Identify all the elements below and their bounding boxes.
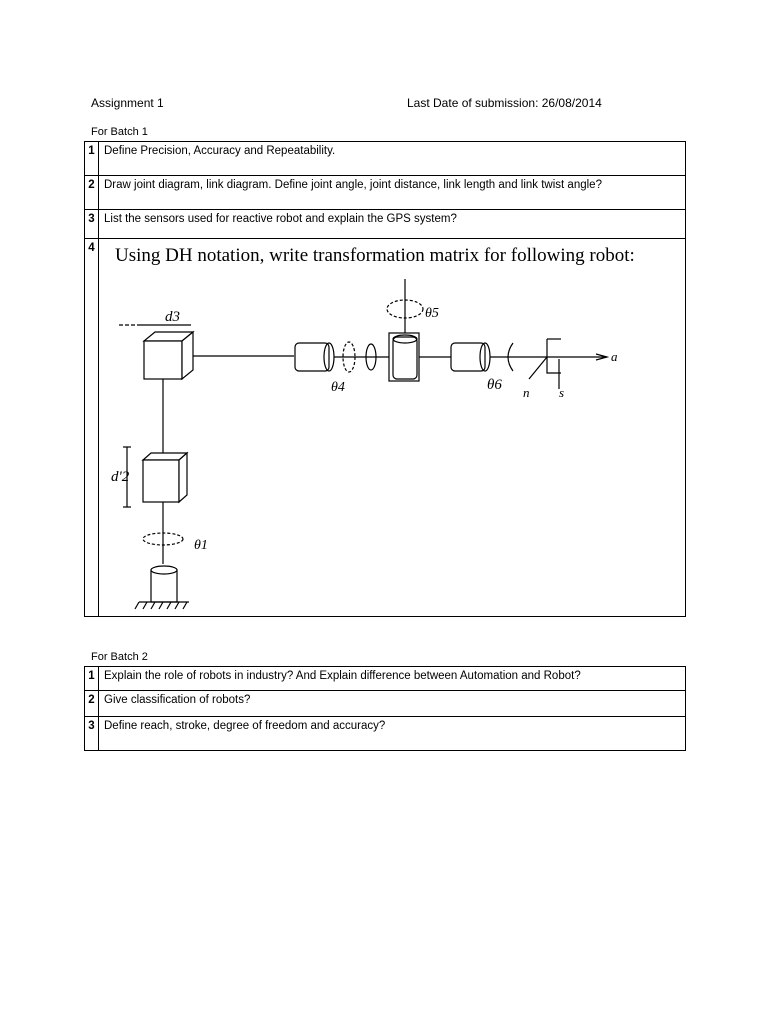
theta6-label: θ6	[487, 377, 502, 393]
table-row	[85, 210, 686, 239]
table-row	[85, 691, 686, 717]
table-row	[85, 667, 686, 691]
table-row	[85, 717, 686, 751]
question-number: 1	[85, 667, 99, 691]
question-text: Give classification of robots?	[99, 691, 686, 717]
batch1-question-table	[84, 141, 686, 617]
table-row	[85, 176, 686, 210]
theta5-label: θ5	[425, 306, 439, 321]
question-text: Define Precision, Accuracy and Repeatability.	[99, 142, 686, 176]
question-number: 3	[85, 717, 99, 751]
s-axis-label: s	[559, 385, 565, 400]
theta4-label: θ4	[331, 380, 345, 395]
question-text: List the sensors used for reactive robot and explain the GPS system?	[99, 210, 686, 239]
robot-figure-cell	[99, 239, 686, 617]
a-axis-label: a	[611, 349, 618, 364]
question-number: 4	[85, 239, 99, 617]
batch1-label: For Batch 1	[91, 126, 148, 138]
table-row	[85, 239, 686, 617]
question-text: Define reach, stroke, degree of freedom and accuracy?	[99, 717, 686, 751]
question-text: Explain the role of robots in industry? And Explain difference between Automation and Robot?	[99, 667, 686, 691]
batch2-label: For Batch 2	[91, 651, 148, 663]
d3-label: d3	[165, 309, 180, 325]
robot-arm-diagram	[99, 239, 681, 617]
batch2-question-table	[84, 666, 686, 751]
d2-label: d'2	[111, 469, 130, 485]
question-number: 2	[85, 176, 99, 210]
assignment-title: Assignment 1	[91, 96, 164, 110]
question-number: 3	[85, 210, 99, 239]
question-text: Draw joint diagram, link diagram. Define joint angle, joint distance, link length and link twist angle?	[99, 176, 686, 210]
question-number: 2	[85, 691, 99, 717]
theta1-label: θ1	[194, 538, 208, 553]
submission-deadline: Last Date of submission: 26/08/2014	[407, 96, 602, 110]
question-number: 1	[85, 142, 99, 176]
table-row	[85, 142, 686, 176]
figure-caption: Using DH notation, write transformation matrix for following robot:	[115, 245, 635, 266]
n-axis-label: n	[523, 385, 530, 400]
